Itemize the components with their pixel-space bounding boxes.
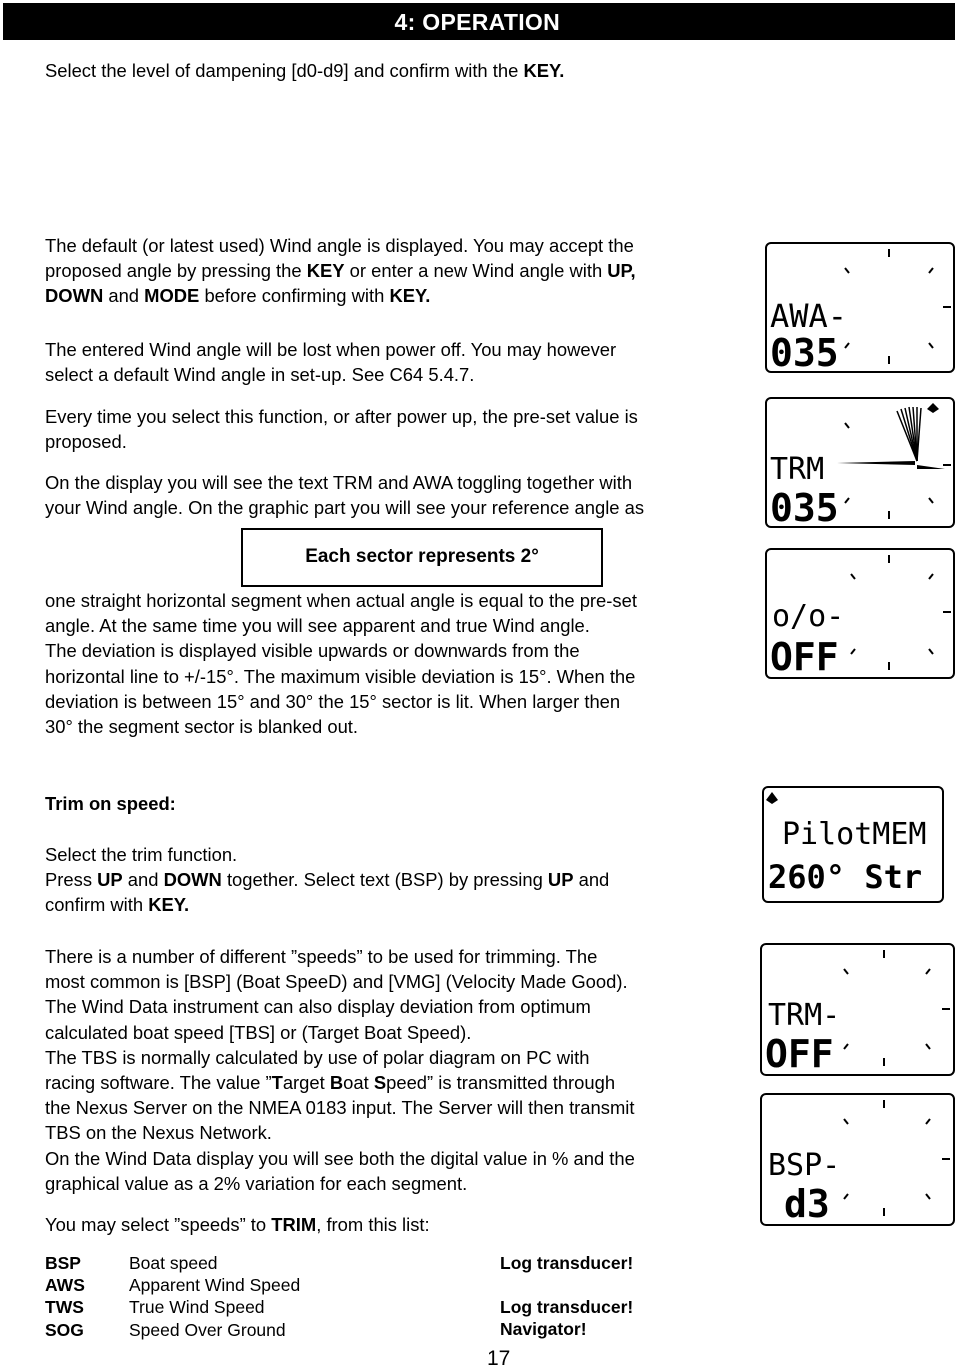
lcd-top-text: BSP-: [768, 1148, 841, 1183]
page-number: 17: [487, 1347, 511, 1370]
speed-note-column: [500, 1252, 633, 1341]
wind-pointer-icon: [917, 465, 945, 469]
lcd-bottom-text: 035: [770, 331, 839, 371]
speed-note: Navigator!: [500, 1319, 587, 1340]
text-line: one straight horizontal segment when actual angle is equal to the pre-set: [45, 590, 637, 611]
speed-name: Boat speed: [129, 1253, 218, 1273]
text-line: 30° the segment sector is blanked out.: [45, 716, 359, 738]
text-line: proposed angle by pressing the KEY or enter a new Wind angle with UP,: [45, 260, 636, 282]
text-line: The deviation is displayed visible upwards or downwards from the: [45, 640, 580, 662]
speed-code-column: [45, 1252, 85, 1341]
speed-code: TWS: [45, 1297, 84, 1318]
text-line: most common is [BSP] (Boat SpeeD) and [VMG] (Velocity Made Good).: [45, 971, 628, 993]
speed-code: AWS: [45, 1275, 85, 1296]
trim-speed-heading: Trim on speed:: [45, 793, 176, 814]
boat-marker-icon: [766, 792, 778, 804]
speed-name: True Wind Speed: [129, 1297, 265, 1318]
lcd-top-text: PilotMEM: [782, 817, 927, 852]
text-line: The Wind Data instrument can also display deviation from optimum: [45, 996, 591, 1018]
text-line: racing software. The value ”Target Boat Speed” is transmitted through: [45, 1072, 616, 1094]
lcd-bottom-text: d3: [784, 1182, 830, 1224]
lcd-top-text: AWA-: [770, 297, 848, 335]
text-line: On the Wind Data display you will see both the digital value in % and the: [45, 1147, 635, 1169]
speed-code: SOG: [45, 1319, 84, 1340]
lcd-display-trm-off: [760, 943, 955, 1076]
speed-name: Apparent Wind Speed: [129, 1275, 301, 1296]
speed-name-column: [129, 1252, 300, 1341]
dampening-key: KEY.: [523, 60, 565, 81]
speed-note: Log transducer!: [500, 1297, 634, 1318]
dampening-text: Select the level of dampening [d0-d9] and confirm with the: [45, 60, 524, 81]
text-line: deviation is between 15° and 30° the 15° sector is lit. When larger then: [45, 690, 621, 712]
section-title: 4: OPERATION: [394, 9, 560, 35]
text-line: On the display you will see the text TRM and AWA toggling together with: [45, 472, 633, 493]
text-line: There is a number of different ”speeds” to be used for trimming. The: [45, 946, 598, 967]
lcd-display-offset: [765, 548, 955, 679]
text-line: DOWN and MODE before confirming with KEY.: [45, 285, 431, 307]
text-line: angle. At the same time you will see apparent and true Wind angle.: [45, 615, 590, 637]
speed-note: Log transducer!: [500, 1253, 634, 1273]
text-line: Select the trim function.: [45, 844, 238, 865]
trim-speed-paragraph-1: [45, 842, 609, 918]
lcd-display-trm: [765, 397, 955, 528]
sector-callout-box: Each sector represents 2°: [241, 528, 603, 587]
lcd-bottom-text: 260° Str: [768, 858, 923, 896]
wind-angle-paragraph-4a: [45, 470, 644, 520]
lcd-bottom-text: OFF: [770, 635, 839, 677]
speed-note: [500, 1274, 633, 1296]
text-line: The entered Wind angle will be lost when power off. You may however: [45, 339, 617, 360]
wind-angle-paragraph-2: [45, 337, 616, 387]
section-header-bar: [3, 3, 955, 40]
text-line: the Nexus Server on the NMEA 0183 input. The Server will then transmit: [45, 1097, 635, 1119]
dampening-instruction: [45, 58, 564, 83]
lcd-display-awa: [765, 242, 955, 373]
text-line: Every time you select this function, or after power up, the pre-set value is: [45, 406, 638, 427]
reference-segment: [837, 461, 915, 465]
lcd-bottom-text: 035: [770, 486, 839, 526]
lcd-top-text: o/o-: [772, 599, 845, 634]
lcd-bottom-text: OFF: [765, 1032, 834, 1074]
wind-angle-paragraph-4b: [45, 588, 637, 739]
text-line: TBS on the Nexus Network.: [45, 1122, 272, 1144]
text-line: calculated boat speed [TBS] or (Target Boat Speed).: [45, 1021, 472, 1043]
text-line: confirm with KEY.: [45, 894, 190, 916]
trim-speed-paragraph-2: [45, 944, 635, 1196]
trim-list-intro: You may select ”speeds” to TRIM, from this list:: [45, 1214, 430, 1235]
text-line: select a default Wind angle in set-up. See C64 5.4.7.: [45, 364, 475, 386]
lcd-top-text: TRM-: [768, 998, 841, 1033]
text-line: Press UP and DOWN together. Select text (BSP) by pressing UP and: [45, 869, 610, 891]
text-line: graphical value as a 2% variation for each segment.: [45, 1172, 468, 1194]
lcd-top-text: TRM: [770, 452, 825, 487]
text-line: proposed.: [45, 431, 127, 453]
boat-marker-icon: [927, 403, 939, 413]
speed-code: BSP: [45, 1253, 81, 1273]
text-line: The TBS is normally calculated by use of polar diagram on PC with: [45, 1046, 590, 1068]
text-line: your Wind angle. On the graphic part you will see your reference angle as: [45, 497, 645, 519]
text-line: The default (or latest used) Wind angle is displayed. You may accept the: [45, 235, 634, 256]
wind-angle-paragraph-1: [45, 233, 636, 309]
wind-angle-paragraph-3: [45, 404, 638, 454]
lcd-display-bsp: [760, 1093, 955, 1226]
text-line: horizontal line to +/-15°. The maximum visible deviation is 15°. When the: [45, 665, 636, 687]
speed-name: Speed Over Ground: [129, 1319, 286, 1340]
wind-sector-fan-icon: [897, 407, 921, 461]
lcd-display-pilot: [762, 786, 944, 903]
